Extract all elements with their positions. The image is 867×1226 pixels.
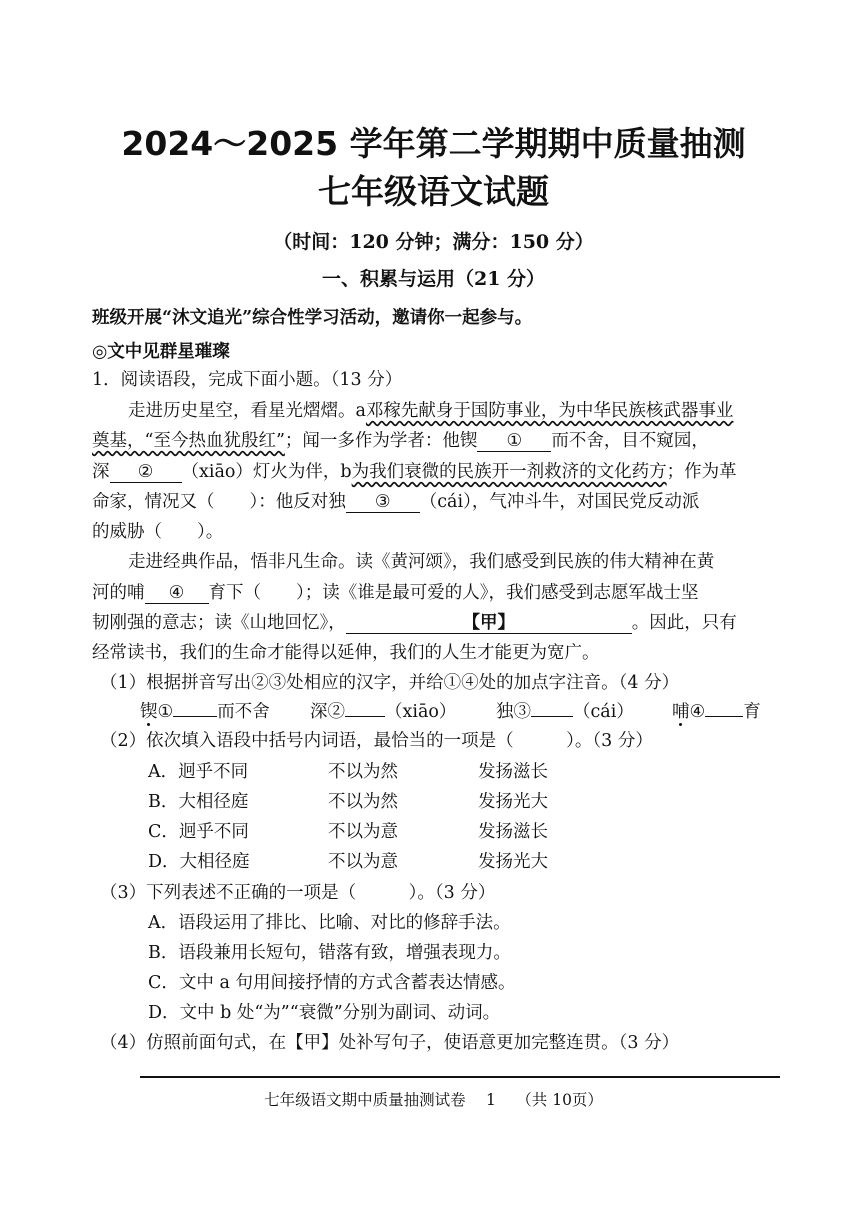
option-a-word1[interactable]: A．迥乎不同 (148, 762, 249, 782)
dotted-char: 锲 (140, 702, 158, 722)
item-char: 独 (496, 702, 514, 722)
blank-3: ③ (346, 493, 420, 513)
blank-1: ① (477, 432, 551, 452)
option-c[interactable]: C．文中 a 句用间接抒情的方式含蓄表达情感。 (148, 973, 516, 993)
answer-item-1 (140, 698, 270, 723)
blank-2: ② (110, 463, 182, 483)
item-char: 深 (310, 702, 328, 722)
passage-line (92, 488, 699, 513)
option-c-word3: 发扬滋长 (478, 822, 548, 842)
answer-blank-2[interactable] (345, 716, 385, 717)
passage-text: （cái），气冲斗牛，对国民党反动派 (419, 492, 700, 512)
option-c-word1[interactable]: C．迥乎不同 (148, 822, 249, 842)
passage-text: ；闻一多作为学者：他锲 (284, 431, 478, 451)
item-mark: ② (327, 702, 345, 722)
option-a[interactable]: A．语段运用了排比、比喻、对比的修辞手法。 (148, 913, 511, 933)
option-d-word3: 发扬光大 (478, 852, 548, 872)
passage-text: 命家，情况又（ ）：他反对独 (92, 492, 346, 512)
passage-text: 走进历史星空，看星光熠熠。a (128, 401, 366, 421)
time-score-info: （时间：120 分钟；满分：150 分） (273, 231, 594, 253)
answer-item-2 (310, 698, 456, 723)
sentence-a-cont: 奠基，“至今热血犹殷红” (92, 431, 285, 451)
item-text: （cái） (573, 702, 634, 722)
passage-line (92, 609, 737, 634)
footer-divider (140, 1076, 780, 1078)
exam-subtitle: 七年级语文试题 (318, 172, 549, 211)
blank-4: ④ (145, 584, 209, 604)
sentence-b: 为我们衰微的民族开一剂救济的文化药方 (351, 462, 667, 482)
option-b-word3: 发扬光大 (478, 792, 548, 812)
passage-text: （xiāo）灯火为伴，b (181, 462, 352, 482)
page-footer: 七年级语文期中质量抽测试卷 1 （共 10页） (264, 1091, 603, 1109)
dotted-char: 哺 (672, 702, 690, 722)
part-heading: ◎文中见群星璀璨 (92, 342, 230, 362)
answer-blank-3[interactable] (531, 716, 573, 717)
sentence-a: 邓稼先献身于国防事业，为中华民族核武器事业 (365, 401, 734, 421)
question-1-3-stem: （3）下列表述不正确的一项是（ ）。（3 分） (100, 883, 496, 903)
item-mark: ① (157, 702, 174, 722)
answer-item-4 (672, 698, 761, 723)
passage-text: 河的哺 (92, 583, 145, 603)
exam-title: 2024～2025 学年第二学期期中质量抽测 (121, 124, 746, 163)
option-b[interactable]: B．语段兼用长短句，错落有致，增强表现力。 (148, 943, 511, 963)
option-d[interactable]: D．文中 b 处“为”“衰微”分别为副词、动词。 (148, 1003, 501, 1023)
option-c-word2: 不以为意 (328, 822, 398, 842)
question-1-2-stem: （2）依次填入语段中括号内词语，最恰当的一项是（ ）。（3 分） (100, 731, 653, 751)
passage-text: 韧刚强的意志；读《山地回忆》， (92, 613, 346, 633)
question-1-1-stem: （1）根据拼音写出②③处相应的汉字，并给①④处的加点字注音。（4 分） (100, 673, 680, 693)
answer-blank-1[interactable] (173, 716, 217, 717)
answer-item-3 (496, 698, 634, 723)
passage-text: 深 (92, 462, 110, 482)
item-mark: ③ (513, 702, 531, 722)
passage-line (128, 397, 733, 422)
item-text: 而不舍 (217, 702, 270, 722)
option-d-word1[interactable]: D．大相径庭 (148, 852, 250, 872)
passage-text: 而不舍，目不窥园， (551, 431, 709, 451)
passage-line: 走进经典作品，悟非凡生命。读《黄河颂》，我们感受到民族的伟大精神在黄 (128, 552, 715, 572)
passage-text: 育下（ ）；读《谁是最可爱的人》，我们感受到志愿军战士坚 (208, 583, 699, 603)
passage-line: 的威胁（ ）。 (92, 522, 224, 542)
section-heading: 一、积累与运用（21 分） (321, 268, 546, 290)
passage-line: 经常读书，我们的生命才能得以延伸，我们的人生才能更为宽广。 (92, 643, 600, 663)
blank-jia: 【甲】 (346, 614, 632, 634)
item-mark: ④ (689, 702, 706, 722)
option-a-word2: 不以为然 (328, 762, 398, 782)
passage-text: 。因此，只有 (631, 613, 737, 633)
question-1-stem: 1．阅读语段，完成下面小题。（13 分） (92, 370, 403, 390)
option-d-word2: 不以为意 (328, 852, 398, 872)
item-text: 育 (743, 702, 761, 722)
passage-line (92, 579, 699, 604)
passage-text: ；作为革 (666, 462, 737, 482)
passage-line (92, 458, 737, 483)
answer-blank-4[interactable] (705, 716, 743, 717)
option-b-word1[interactable]: B．大相径庭 (148, 792, 249, 812)
question-1-4-stem: （4）仿照前面句式，在【甲】处补写句子，使语意更加完整连贯。（3 分） (100, 1033, 680, 1053)
activity-intro: 班级开展“沐文追光”综合性学习活动，邀请你一起参与。 (92, 308, 533, 328)
passage-line (92, 427, 709, 452)
option-a-word3: 发扬滋长 (478, 762, 548, 782)
option-b-word2: 不以为然 (328, 792, 398, 812)
item-text: （xiāo） (385, 702, 457, 722)
